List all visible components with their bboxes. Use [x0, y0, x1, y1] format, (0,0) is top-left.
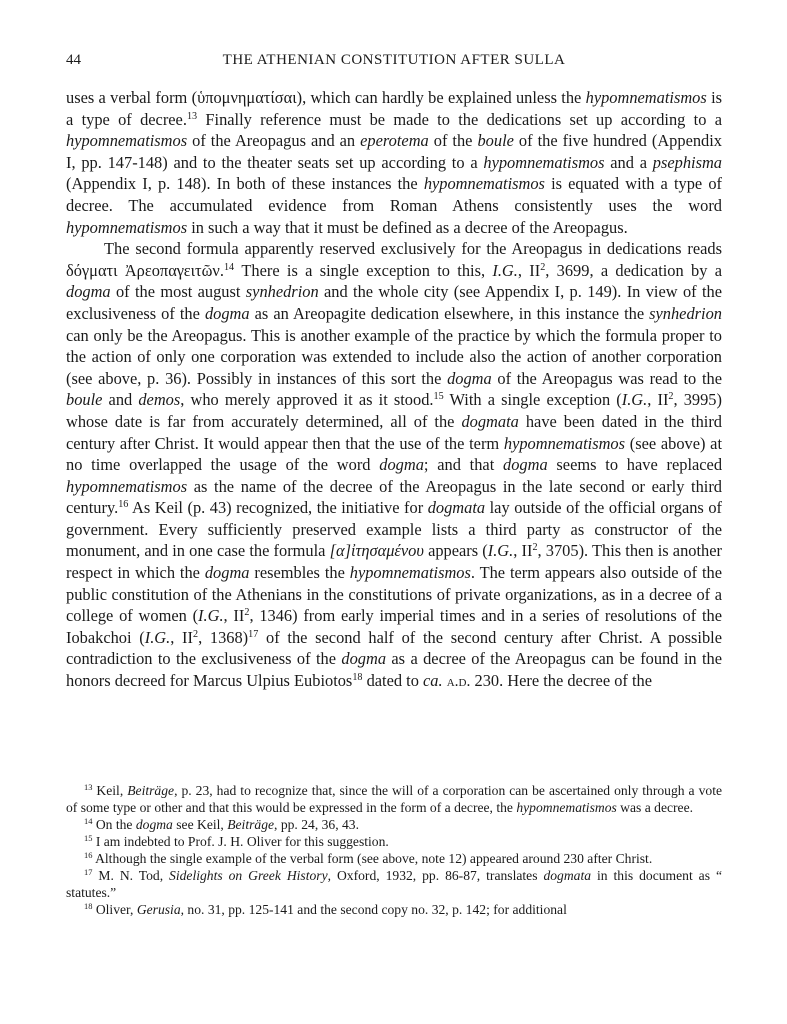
footnote-13: $^{13}$ Keil, Beiträge, p. 23, had to recognize that, since the will of a corporation can be ascertained only through a vote of some type or other and that this would be expressed in the form of a decree, the hypomnematismos was a decree.	[66, 781, 723, 815]
footnote-ref: 14	[223, 261, 235, 273]
running-head: THE ATHENIAN CONSTITUTION AFTER SULLA	[222, 52, 566, 68]
paragraph-1: uses a verbal form (ὑπομνηματίσαι), which can hardly be explained unless the hypomnematismos is a type of decree.$^{13}$ Finally reference must be made to the dedications set up according to a hypomnematismos of the Areopagus and an eperotema of the boule of the five hundred (Appendix I, pp. 147-148) and to the theater seats set up according to a hypomnematismos and a psephisma (Appendix I, p. 148). In both of these instances the hypomnematismos is equated with a type of decree. The accumulated evidence from Roman Athens consistently uses the word hypomnematismos in such a way that it must be defined as a decree of the Areopagus.	[66, 88, 723, 237]
footnote-ref: 18	[352, 671, 363, 683]
footnotes	[66, 783, 722, 919]
page-header	[66, 52, 722, 74]
footnote-15: $^{15}$ I am indebted to Prof. J. H. Oliver for this suggestion.	[84, 832, 389, 849]
footnote-ref: 16	[118, 499, 129, 511]
footnote-16: $^{16}$ Although the single example of the verbal form (see above, note 12) appeared around 230 after Christ.	[84, 850, 653, 867]
paragraph-2: The second formula apparently reserved exclusively for the Areopagus in dedications reads δόγματι Ἀρεοπαγειτῶν.$^{14}$ There is a single exception to this, I.G., $II^2$, 3699, a dedication by a dogma of the most august synhedrion and the whole city (see Appendix I, p. 149). In view of the exclusiveness of the dogma as an Areopagite dedication elsewhere, in this instance the synhedrion can only be the Areopagus. This is another example of the practice by which the formula proper to the action of only one corporation was extended to include also the action of another corporation (see above, p. 36). Possibly in instances of this sort the dogma of the Areopagus was read to the boule and demos, who merely approved it as it stood.$^{15}$ With a single exception (I.G., $II^2$, 3995) whose date is far from accurately determined, all of the dogmata have been dated in the third century after Christ. It would appear then that the use of the term hypomnematismos (see above) at no time overlapped the usage of the word dogma; and that dogma seems to have replaced hypomnematismos as the name of the decree of the Areopagus in the late second or early third century.$^{16}$ As Keil (p. 43) recognized, the initiative for dogmata lay outside of the official organs of government. Every sufficiently preserved example lists a third party as constructor of the monument, and in one case the formula [α]ἰτησαμένου appears (I.G., $II^2$, 3705). This then is another respect in which the dogma resembles the hypomnematismos. The term appears also outside of the public constitution of the Athenians in the constitutions of private organizations, as in a decree of a college of women (I.G., $II^2$, 1346) from early imperial times and in a series of resolutions of the Iobakchoi (I.G., $II^2$, 1368)$^{17}$ of the second half of the second century after Christ. A possible contradiction to the exclusiveness of the dogma as a decree of the Areopagus can be found in the honors decreed for Marcus Ulpius Eubiotos$^{18}$ dated to ca. a.d. 230. Here the decree of the	[66, 239, 723, 691]
footnote-14: $^{14}$ On the dogma see Keil, Beiträge, pp. 24, 36, 43.	[84, 815, 359, 832]
footnote-17: $^{17}$ M. N. Tod, Sidelights on Greek History, Oxford, 1932, pp. 86-87, translates dogmata in this document as “ statutes.”	[66, 867, 722, 900]
footnote-ref: 13	[186, 110, 198, 122]
footnote-18: $^{18}$ Oliver, Gerusia, no. 31, pp. 125-141 and the second copy no. 32, p. 142; for additional	[84, 901, 567, 918]
page-number: 44	[66, 52, 81, 68]
footnote-ref: 17	[248, 628, 259, 640]
footnote-ref: 15	[433, 391, 444, 403]
main-text	[66, 87, 722, 693]
